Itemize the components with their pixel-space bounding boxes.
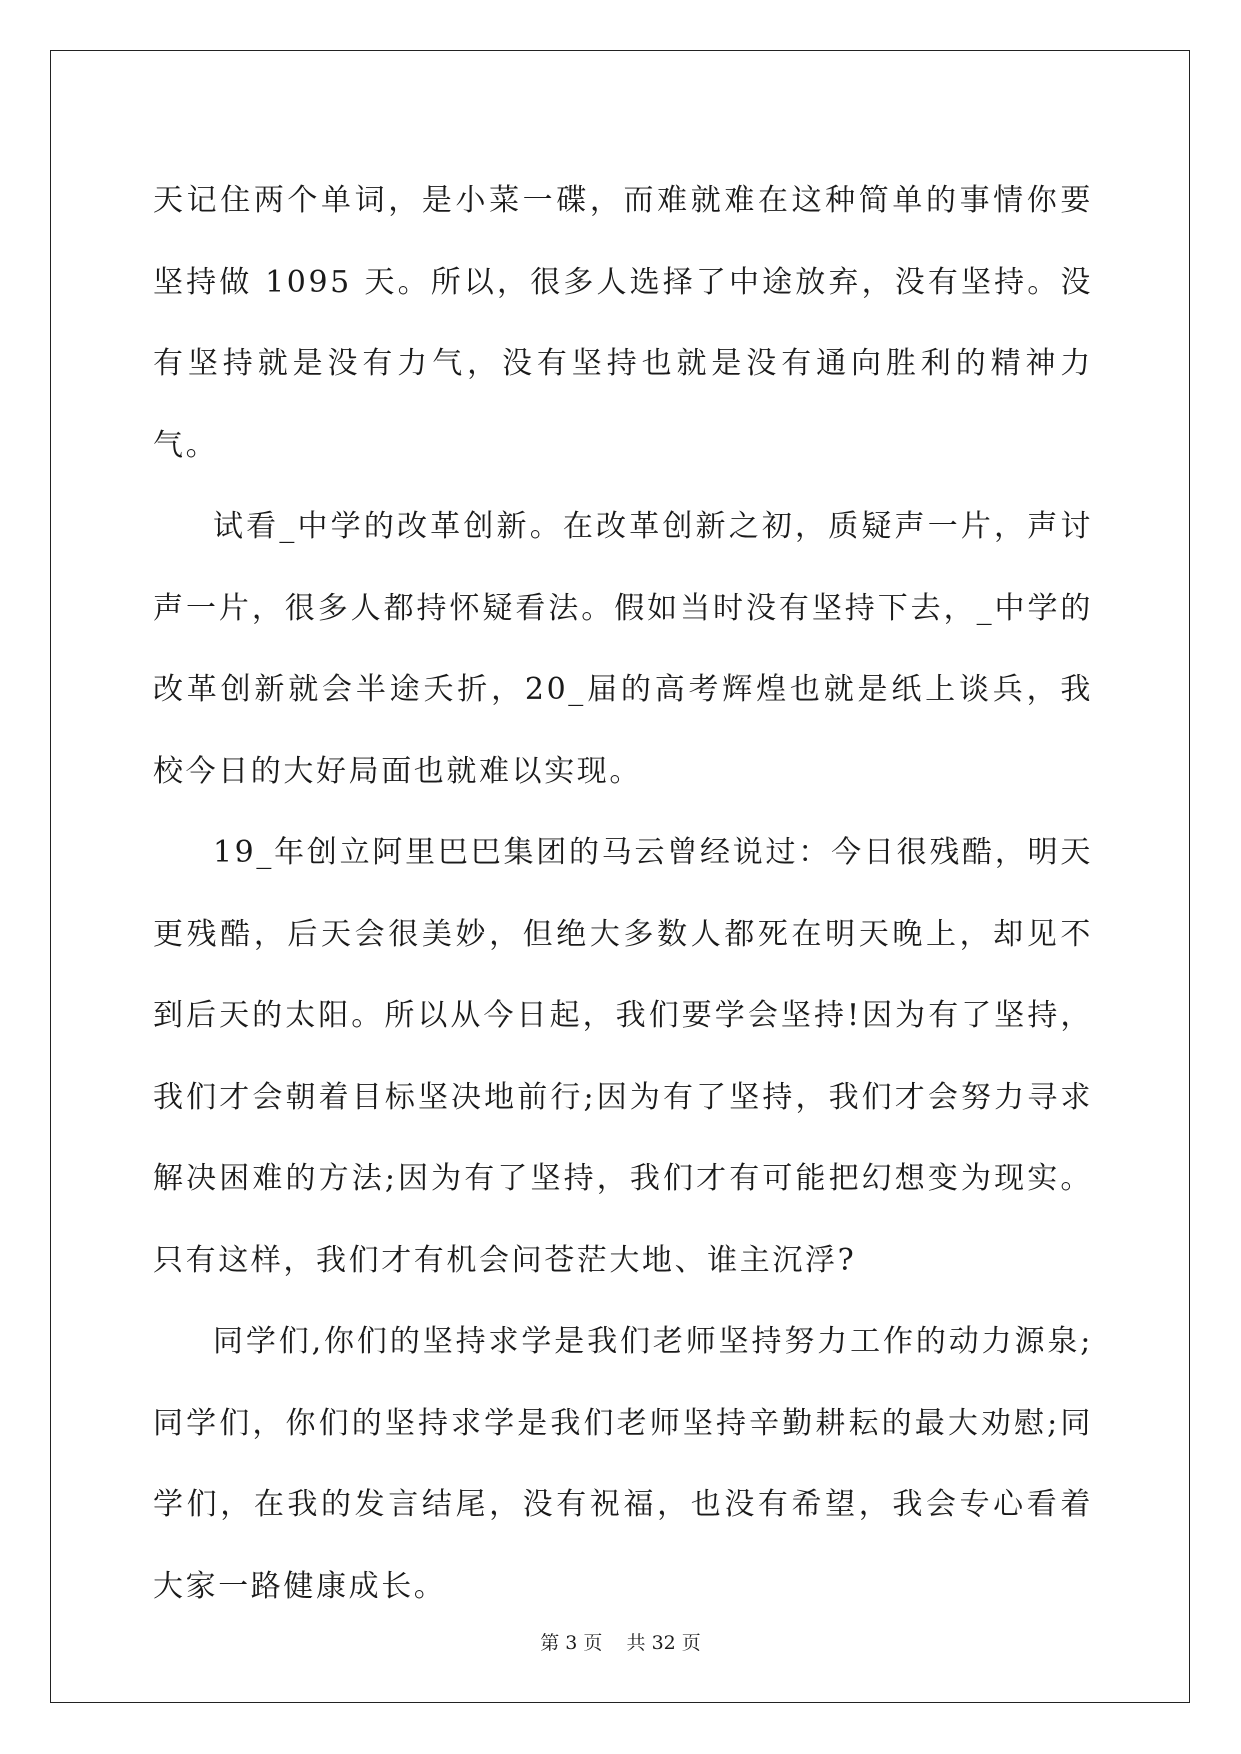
paragraph-jack-ma-quote: 19_年创立阿里巴巴集团的马云曾经说过：今日很残酷，明天更残酷，后天会很美妙，但绝大多数人都死在明天晚上，却见不到后天的太阳。所以从今日起，我们要学会坚持!因为有了坚持，我们才会朝着目标坚决地前行;因为有了坚持，我们才会努力寻求解决困难的方法;因为有了坚持，我们才有可能把幻想变为现实。只有这样，我们才有机会问苍茫大地、谁主沉浮? [153, 835, 1093, 1278]
paragraph-continuation: 天记住两个单词，是小菜一碟，而难就难在这种简单的事情你要坚持做 1095 天。所以，很多人选择了中途放弃，没有坚持。没有坚持就是没有力气，没有坚持也就是没有通向胜利的精神力气。 [153, 183, 1093, 463]
paragraph-closing: 同学们,你们的坚持求学是我们老师坚持努力工作的动力源泉;同学们，你们的坚持求学是我们老师坚持辛勤耕耘的最大劝慰;同学们，在我的发言结尾，没有祝福，也没有希望，我会专心看着大家一路健康成长。 [153, 1324, 1093, 1604]
page-total: 共 32 页 [626, 1632, 701, 1654]
page-number: 第 3 页 [540, 1632, 603, 1654]
page-footer [0, 1628, 1241, 1655]
paragraph-reform: 试看_中学的改革创新。在改革创新之初，质疑声一片，声讨声一片，很多人都持怀疑看法。假如当时没有坚持下去，_中学的改革创新就会半途夭折，20_届的高考辉煌也就是纸上谈兵，我校今日的大好局面也就难以实现。 [153, 509, 1093, 789]
document-body [153, 160, 1093, 1627]
